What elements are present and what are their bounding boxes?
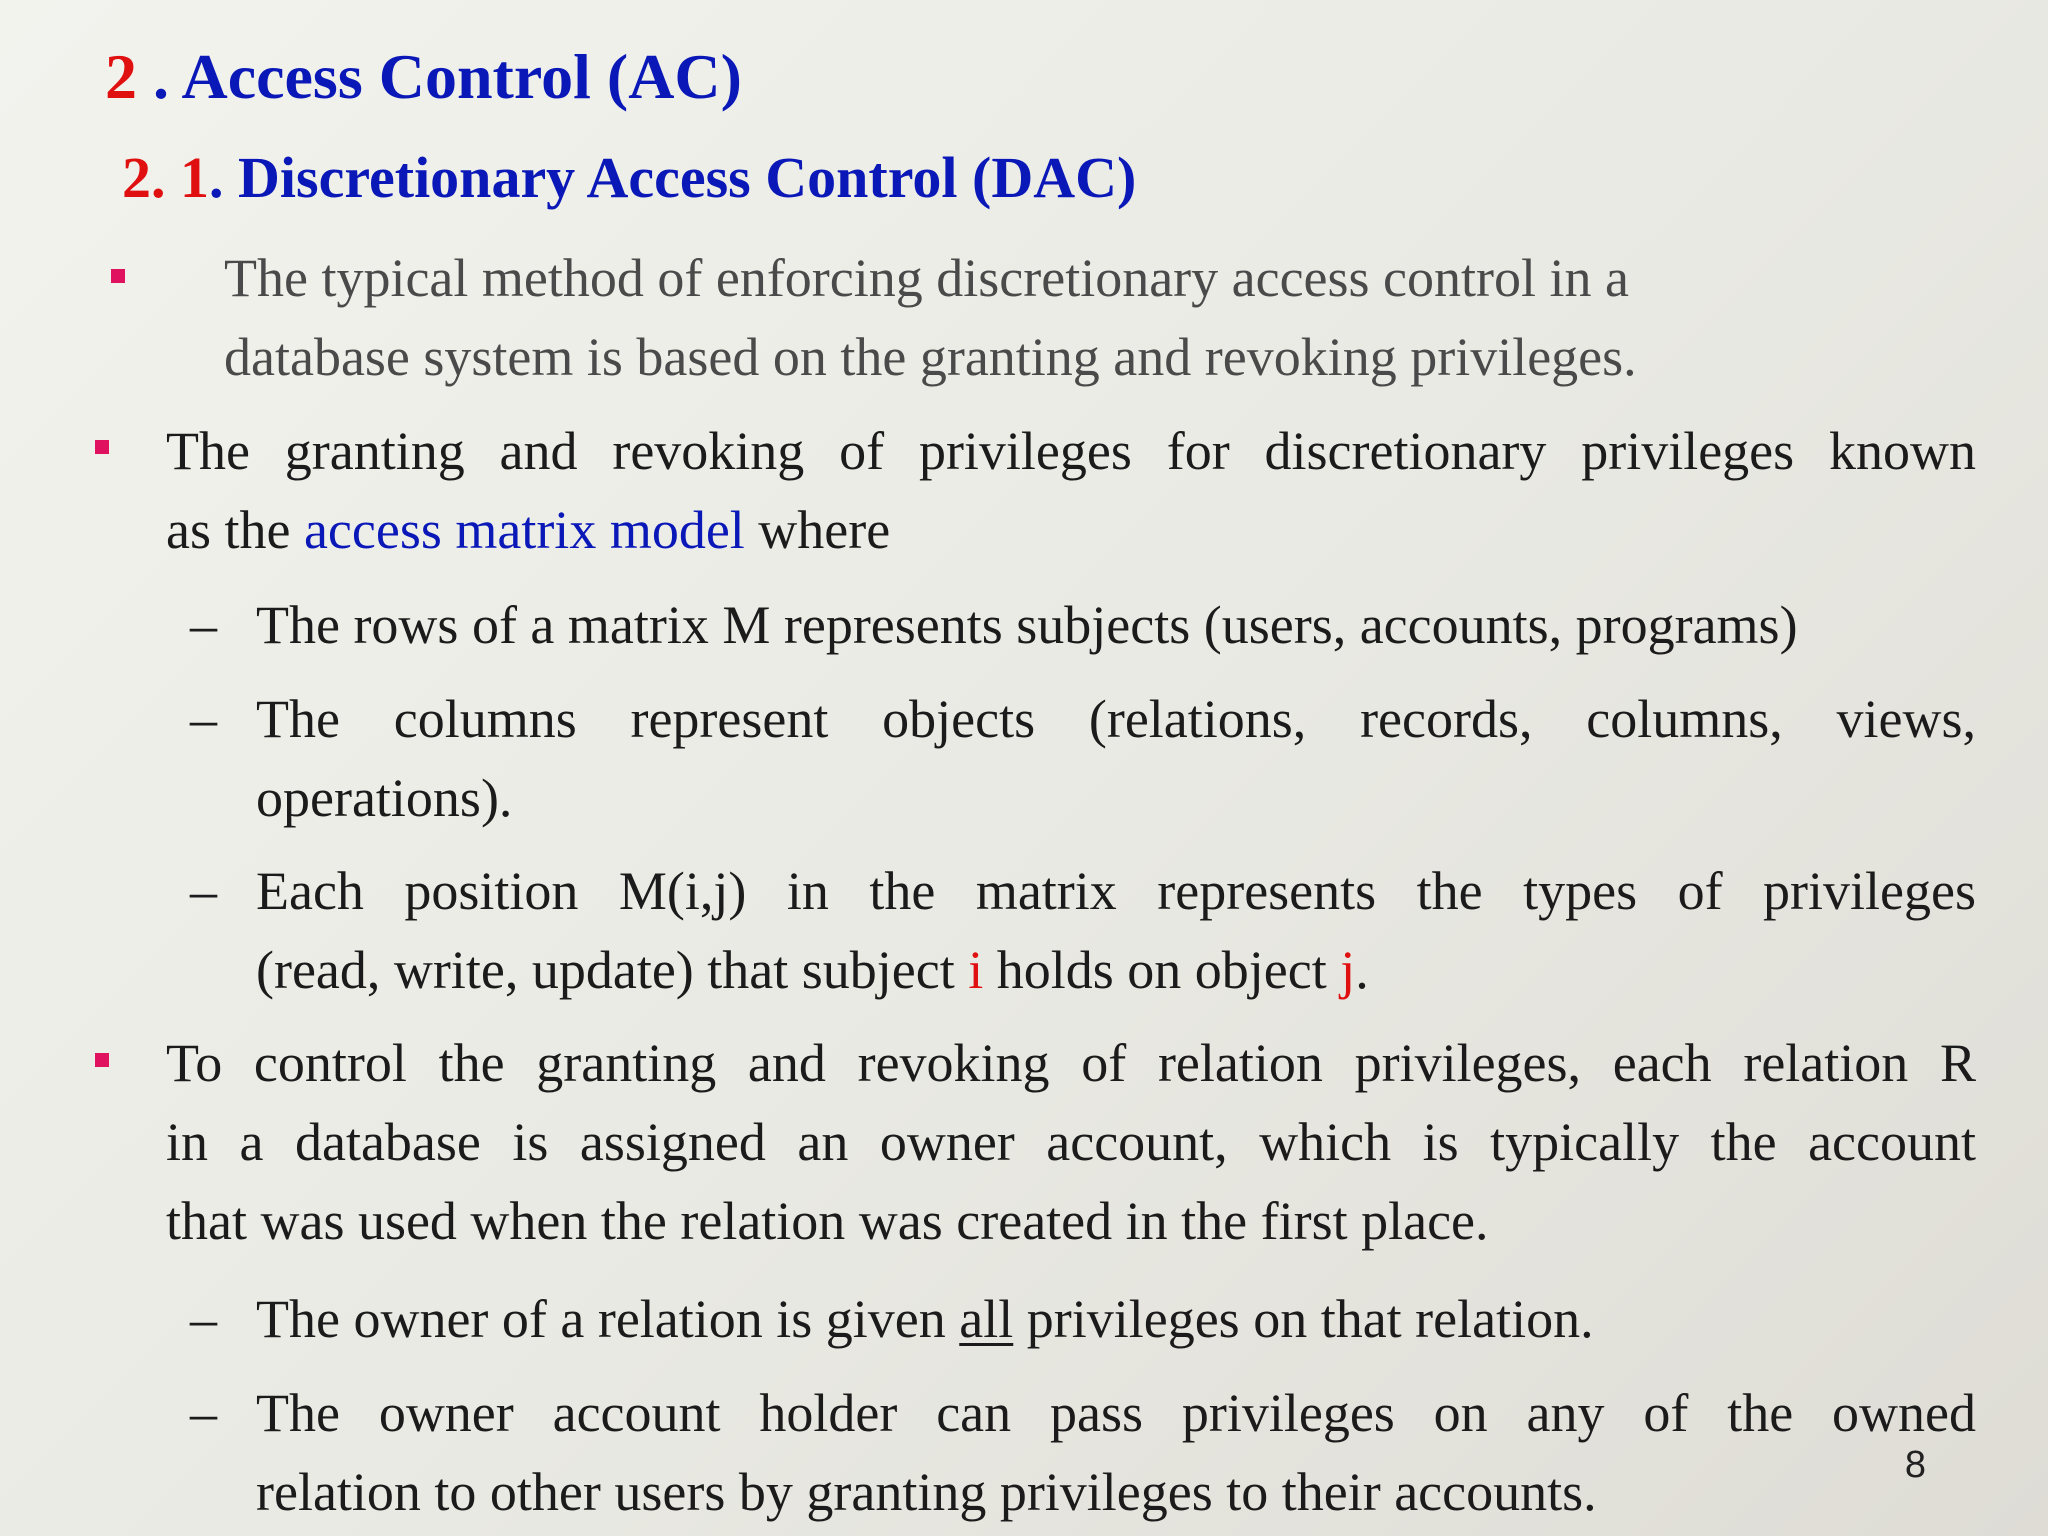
title-text: . Access Control (AC)	[137, 41, 742, 112]
object-j: j	[1340, 940, 1356, 1000]
page-number: 8	[1904, 1444, 1926, 1486]
bullet-3-sub-1-line	[256, 1280, 1976, 1359]
bullet-3-line-1: To control the granting and revoking of relation privileges, each relation R	[166, 1033, 1976, 1093]
bullet-1-line-1: The typical method of enforcing discretionary access control in a	[224, 248, 1629, 308]
subtitle-number-a: 2.	[122, 145, 166, 210]
bullet-1-text	[224, 239, 1924, 397]
title-number: 2	[105, 41, 137, 112]
bullet-3-line-3: that was used when the relation was created in the first place.	[166, 1191, 1489, 1251]
sub-3-1-post: privileges on that relation.	[1013, 1289, 1594, 1349]
sub-3-line-2-mid: holds on object	[983, 940, 1341, 1000]
bullet-3-line-2: in a database is assigned an owner account, which is typically the account	[166, 1112, 1976, 1172]
bullet-2-sub-3-line-1: Each position M(i,j) in the matrix represents the types of privileges	[256, 861, 1976, 921]
bullet-2-sub-3-line-2	[256, 931, 1976, 1010]
slide-title	[105, 42, 742, 112]
subject-i: i	[968, 940, 984, 1000]
subtitle-number-b: 1	[165, 145, 209, 210]
dash-marker-2-2: –	[190, 689, 217, 749]
bullet-3-sub-2-line-1: The owner account holder can pass privileges on any of the owned	[256, 1383, 1976, 1443]
bullet-3-sub-2-line-2: relation to other users by granting privileges to their accounts.	[256, 1462, 1597, 1522]
sub-3-line-2-pre: (read, write, update) that subject	[256, 940, 969, 1000]
bullet-3-sub-1	[256, 1280, 1976, 1359]
bullet-2-sub-2-line-1: The columns represent objects (relations, records, columns, views,	[256, 689, 1976, 749]
dash-marker-2-3: –	[190, 861, 217, 921]
bullet-2-text	[166, 412, 1976, 570]
bullet-2-line-1: The granting and revoking of privileges for discretionary privileges known	[166, 421, 1976, 481]
bullet-3-text	[166, 1024, 1976, 1261]
bullet-1-line-2: database system is based on the granting and revoking privileges.	[224, 327, 1637, 387]
slide-subtitle	[122, 146, 1136, 210]
bullet-2-sub-2	[256, 680, 1976, 838]
subtitle-text: . Discretionary Access Control (DAC)	[209, 145, 1137, 210]
bullet-2-line-2	[166, 491, 1976, 570]
dash-marker-3-2: –	[190, 1383, 217, 1443]
bullet-2-sub-2-line-2: operations).	[256, 768, 513, 828]
dash-marker-3-1: –	[190, 1289, 217, 1349]
bullet-2-sub-3	[256, 852, 1976, 1010]
all-emphasis: all	[959, 1289, 1014, 1349]
bullet-2-line-2-post: where	[744, 500, 891, 560]
access-matrix-model-term: access matrix model	[303, 500, 745, 560]
sub-3-1-pre: The owner of a relation is given	[256, 1289, 960, 1349]
bullet-3-sub-2	[256, 1374, 1976, 1532]
bullet-marker-1	[111, 269, 125, 283]
bullet-2-line-2-pre: as the	[166, 500, 304, 560]
dash-marker-2-1: –	[190, 595, 217, 655]
bullet-marker-2	[95, 440, 109, 454]
bullet-2-sub-1-line: The rows of a matrix M represents subjects (users, accounts, programs)	[256, 595, 1798, 655]
bullet-marker-3	[95, 1053, 109, 1067]
sub-3-line-2-end: .	[1355, 940, 1369, 1000]
bullet-2-sub-1	[256, 586, 1976, 665]
